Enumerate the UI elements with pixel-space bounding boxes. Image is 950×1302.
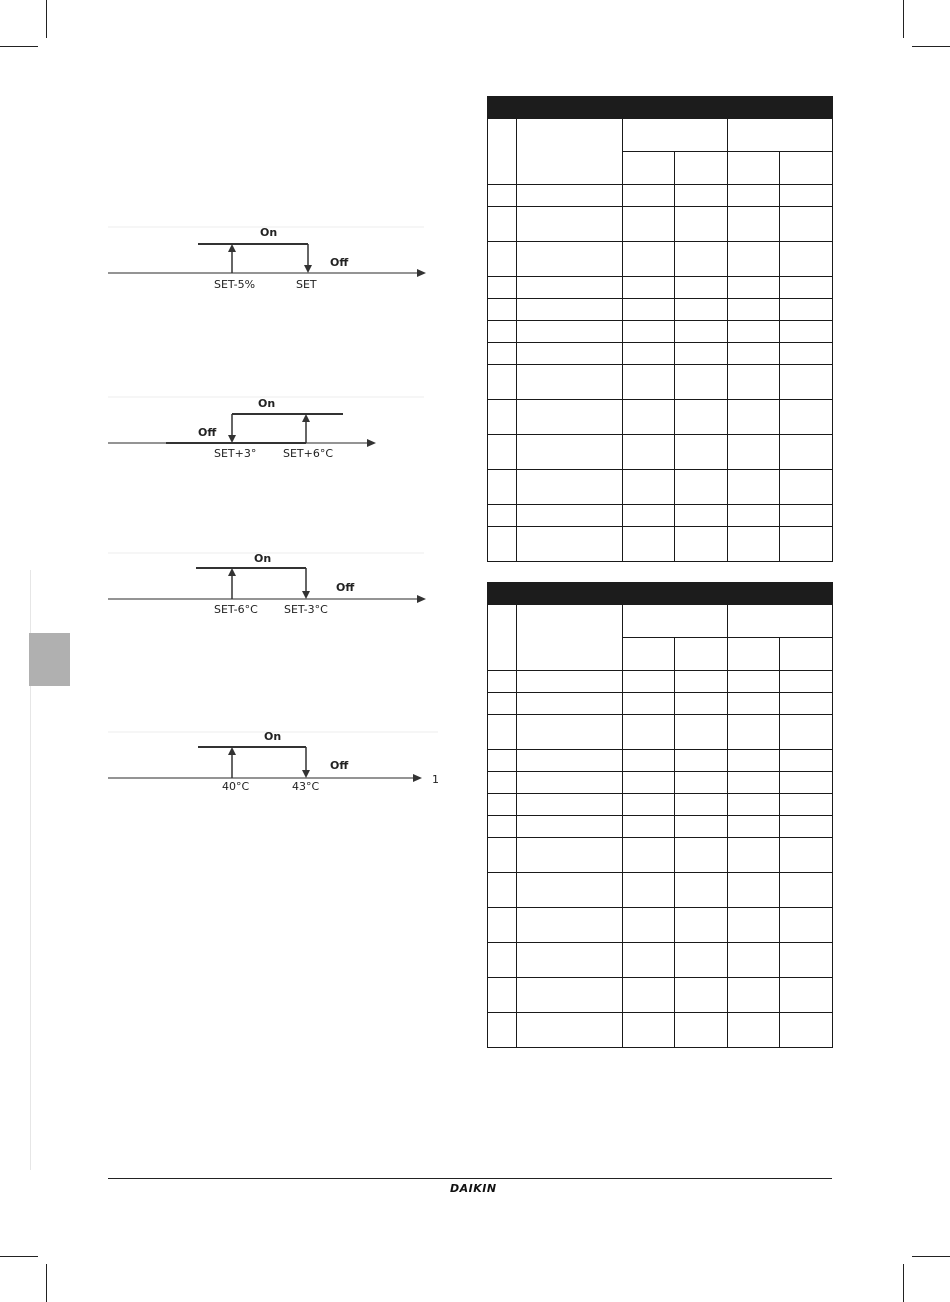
table-cell <box>488 119 517 185</box>
on-label: On <box>260 226 278 239</box>
off-label: Off <box>336 581 355 594</box>
table-header-row <box>488 119 833 152</box>
table-cell <box>728 605 833 638</box>
axis-end-label: 1 <box>432 773 439 786</box>
crop-mark <box>912 46 950 47</box>
left-threshold-label: SET+3° <box>214 447 257 460</box>
section-tab <box>29 633 70 686</box>
table-cell <box>623 119 728 152</box>
table-row <box>488 321 833 343</box>
table-row <box>488 1013 833 1048</box>
table-cell <box>728 119 833 152</box>
left-threshold-label: SET-6°C <box>214 603 258 616</box>
crop-mark <box>46 1264 47 1302</box>
table-row <box>488 400 833 435</box>
crop-mark <box>46 0 47 38</box>
table-row <box>488 715 833 750</box>
table-row <box>488 435 833 470</box>
on-label: On <box>258 397 276 410</box>
footer-rule <box>108 1178 832 1179</box>
table-row <box>488 816 833 838</box>
table-row <box>488 299 833 321</box>
off-label: Off <box>330 759 349 772</box>
off-label: Off <box>198 426 217 439</box>
table-row <box>488 838 833 873</box>
table-row <box>488 277 833 299</box>
on-label: On <box>254 552 272 565</box>
crop-mark <box>912 1256 950 1257</box>
parameter-table-2 <box>487 582 833 1048</box>
off-label: Off <box>330 256 349 269</box>
parameter-table-1 <box>487 96 833 562</box>
table-row <box>488 772 833 794</box>
table-header-bar <box>488 97 833 119</box>
table-row <box>488 750 833 772</box>
table-row <box>488 873 833 908</box>
table-row <box>488 343 833 365</box>
table-row <box>488 242 833 277</box>
left-threshold-label: SET-5% <box>214 278 256 291</box>
left-threshold-label: 40°C <box>222 780 250 793</box>
hysteresis-diagram-3 <box>108 548 438 620</box>
on-label: On <box>264 730 282 743</box>
table-row <box>488 365 833 400</box>
table-row <box>488 943 833 978</box>
table-cell <box>623 605 728 638</box>
table-cell <box>517 605 623 671</box>
right-threshold-label: SET <box>296 278 317 291</box>
crop-mark <box>0 1256 38 1257</box>
crop-mark <box>903 0 904 38</box>
table-row <box>488 671 833 693</box>
hysteresis-diagram-2 <box>108 392 438 464</box>
right-threshold-label: 43°C <box>292 780 320 793</box>
hysteresis-diagram-4 <box>108 727 448 799</box>
hysteresis-diagram-1 <box>108 222 438 294</box>
table-row <box>488 978 833 1013</box>
table-row <box>488 527 833 562</box>
table-row <box>488 505 833 527</box>
crop-mark <box>903 1264 904 1302</box>
table-row <box>488 470 833 505</box>
table-row <box>488 207 833 242</box>
brand-logo: DAIKIN <box>450 1182 497 1195</box>
table-row <box>488 185 833 207</box>
table-header-row <box>488 605 833 638</box>
table-header-bar <box>488 583 833 605</box>
right-threshold-label: SET-3°C <box>284 603 328 616</box>
table-row <box>488 908 833 943</box>
table-row <box>488 794 833 816</box>
right-threshold-label: SET+6°C <box>283 447 334 460</box>
table-cell <box>517 119 623 185</box>
table-row <box>488 693 833 715</box>
table-cell <box>488 605 517 671</box>
crop-mark <box>0 46 38 47</box>
